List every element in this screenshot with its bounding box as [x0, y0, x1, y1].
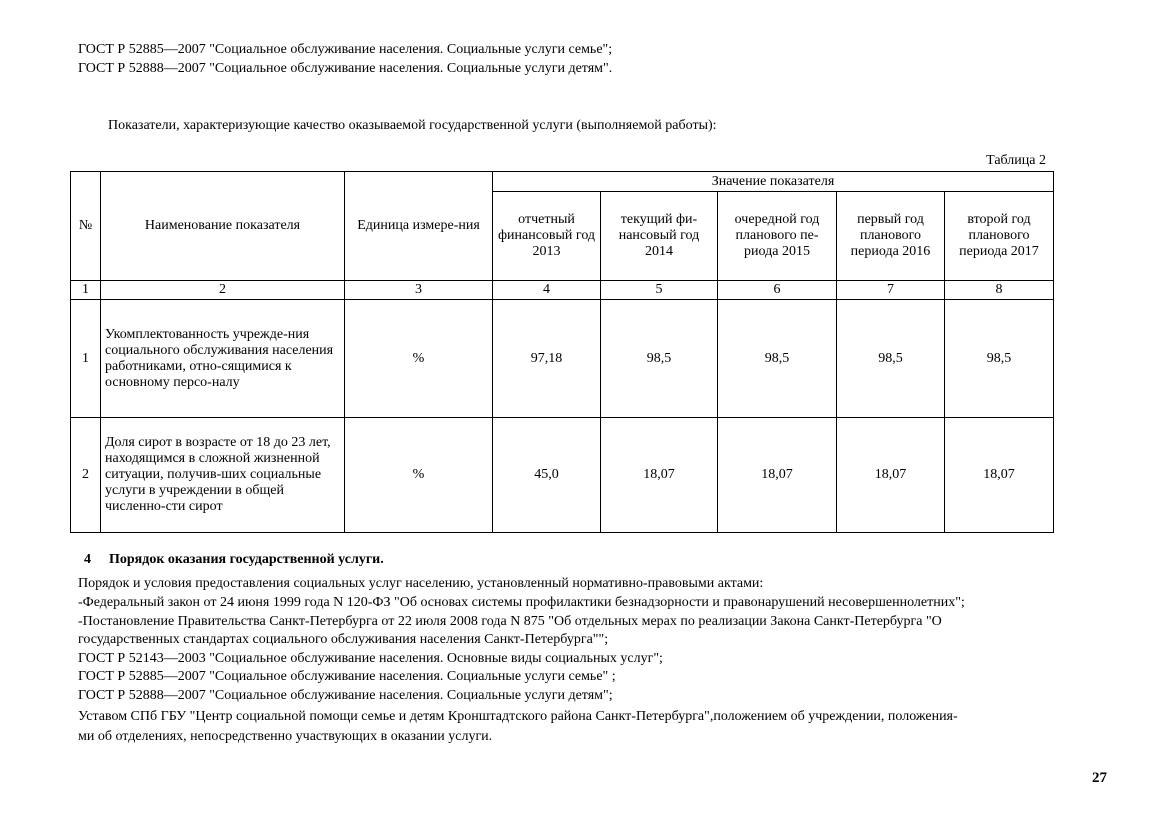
header-col5: текущий фи-нансовый год 2014: [601, 192, 718, 281]
section-line: ГОСТ Р 52143—2003 "Социальное обслуживание населения. Основные виды социальных услуг";: [78, 651, 663, 666]
row-value-2017: 98,5: [945, 300, 1054, 418]
row-value-2016: 98,5: [837, 300, 945, 418]
col-number: 6: [718, 281, 837, 300]
col-number: 3: [345, 281, 493, 300]
header-unit: Единица измере-ния: [345, 172, 493, 281]
col-number: 7: [837, 281, 945, 300]
section-line: ГОСТ Р 52885—2007 "Социальное обслуживание населения. Социальные услуги семье" ;: [78, 669, 616, 684]
section-line: Порядок и условия предоставления социальных услуг населению, установленный нормативно-правовыми актами:: [78, 576, 764, 591]
header-col7: первый год планового периода 2016: [837, 192, 945, 281]
row-value-2014: 98,5: [601, 300, 718, 418]
row-unit: %: [345, 418, 493, 533]
row-value-2017: 18,07: [945, 418, 1054, 533]
indicators-table: [70, 171, 1054, 533]
section-line: -Постановление Правительства Санкт-Петербурга от 22 июля 2008 года N 875 "Об отдельных мерах по реализации Закона Санкт-Петербурга "О: [78, 614, 942, 629]
row-name: Укомплектованность учрежде-ния социального обслуживания населения работниками, отно-сящимися к основному персо-налу: [101, 300, 345, 418]
col-number: 5: [601, 281, 718, 300]
section-heading: [84, 552, 402, 568]
column-number-row: [71, 281, 1054, 300]
table-row: [71, 300, 1054, 418]
section-line: ГОСТ Р 52888—2007 "Социальное обслуживание населения. Социальные услуги детям";: [78, 688, 613, 703]
top-line-1: ГОСТ Р 52885—2007 "Социальное обслуживание населения. Социальные услуги семье";: [78, 42, 613, 57]
row-num: 1: [71, 300, 101, 418]
header-num: №: [71, 172, 101, 281]
top-line-2: ГОСТ Р 52888—2007 "Социальное обслуживание населения. Социальные услуги детям".: [78, 61, 613, 76]
section-title: Порядок оказания государственной услуги.: [109, 552, 384, 567]
section-number: 4: [84, 552, 91, 567]
section-line: ми об отделениях, непосредственно участвующих в оказании услуги.: [78, 729, 493, 744]
row-name: Доля сирот в возрасте от 18 до 23 лет, находящимся в сложной жизненной ситуации, получив-ших социальные услуги в учреждении в общей численно-сти сирот: [101, 418, 345, 533]
intro-text: Показатели, характеризующие качество оказываемой государственной услуги (выполняемой работы):: [108, 118, 717, 133]
row-unit: %: [345, 300, 493, 418]
table-row: [71, 418, 1054, 533]
col-number: 8: [945, 281, 1054, 300]
header-name: Наименование показателя: [101, 172, 345, 281]
section-line: -Федеральный закон от 24 июня 1999 года N 120-ФЗ "Об основах системы профилактики безнадзорности и правонарушений несовершеннолетних";: [78, 595, 965, 610]
row-value-2014: 18,07: [601, 418, 718, 533]
table-caption: Таблица 2: [986, 153, 1046, 168]
header-col6: очередной год планового пе-риода 2015: [718, 192, 837, 281]
page-number: 27: [1092, 770, 1107, 786]
row-value-2015: 18,07: [718, 418, 837, 533]
header-value-group: Значение показателя: [493, 172, 1054, 192]
row-value-2016: 18,07: [837, 418, 945, 533]
col-number: 2: [101, 281, 345, 300]
col-number: 1: [71, 281, 101, 300]
row-num: 2: [71, 418, 101, 533]
section-line: государственных стандартах социального обслуживания населения Санкт-Петербурга"";: [78, 632, 609, 647]
section-line: Уставом СПб ГБУ "Центр социальной помощи семье и детям Кронштадтского района Санкт-Петербурга",положением об учреждении, положения-: [78, 709, 958, 724]
row-value-2013: 45,0: [493, 418, 601, 533]
col-number: 4: [493, 281, 601, 300]
header-col8: второй год планового периода 2017: [945, 192, 1054, 281]
row-value-2013: 97,18: [493, 300, 601, 418]
header-col4: отчетный финансовый год 2013: [493, 192, 601, 281]
row-value-2015: 98,5: [718, 300, 837, 418]
